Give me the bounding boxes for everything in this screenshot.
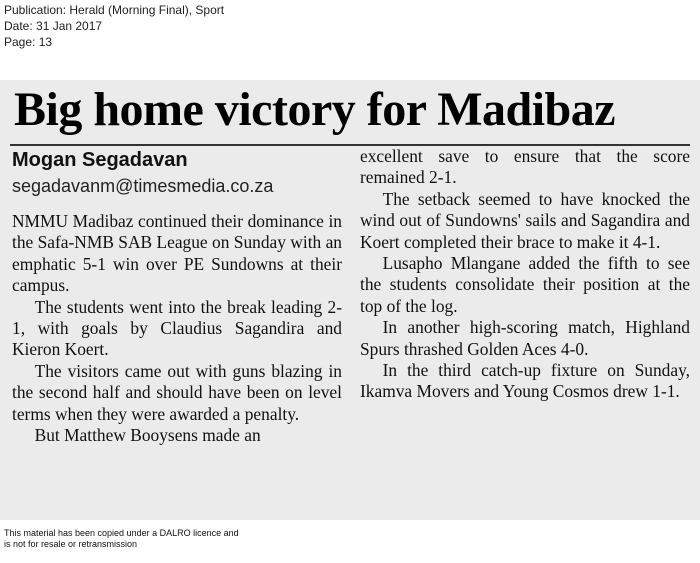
paragraph: excellent save to ensure that the score remained 2-1.	[360, 146, 690, 188]
publication-meta	[4, 2, 224, 50]
paragraph: But Matthew Booysens made an	[34, 425, 261, 446]
paragraph: The visitors came out with guns blazing in the second half and should have been on level terms when they were awarded a penalty.	[12, 360, 342, 424]
headline: Big home victory for Madibaz	[14, 83, 616, 136]
article-column-1	[12, 211, 342, 446]
date-line: Date: 31 Jan 2017	[4, 19, 103, 33]
article-clipping	[0, 80, 700, 520]
copyright-notice	[4, 528, 239, 550]
author-email: segadavanm@timesmedia.co.za	[12, 176, 274, 196]
copyright-line-2: is not for resale or retransmission	[4, 539, 138, 549]
paragraph: Lusapho Mlangane added the fifth to see the students consolidate their position at the top of the log.	[360, 253, 690, 316]
article-column-2	[360, 146, 690, 403]
paragraph: The students went into the break leading 2-1, with goals by Claudius Sagandira and Kieron Koert.	[12, 296, 342, 360]
paragraph: In the third catch-up fixture on Sunday, Ikamva Movers and Young Cosmos drew 1-1.	[360, 360, 690, 402]
page-line: Page: 13	[4, 35, 53, 49]
paragraph: The setback seemed to have knocked the wind out of Sundowns' sails and Sagandira and Koert completed their brace to make it 4-1.	[360, 188, 690, 252]
paragraph: NMMU Madibaz continued their dominance in the Safa-NMB SAB League on Sunday with an emphatic 5-1 win over PE Sundowns at their campus.	[12, 211, 342, 296]
copyright-line-1: This material has been copied under a DALRO licence and	[4, 528, 239, 538]
author-name: Mogan Segadavan	[12, 149, 188, 171]
publication-line: Publication: Herald (Morning Final), Sport	[4, 3, 225, 17]
paragraph: In another high-scoring match, Highland Spurs thrashed Golden Aces 4-0.	[360, 317, 690, 359]
